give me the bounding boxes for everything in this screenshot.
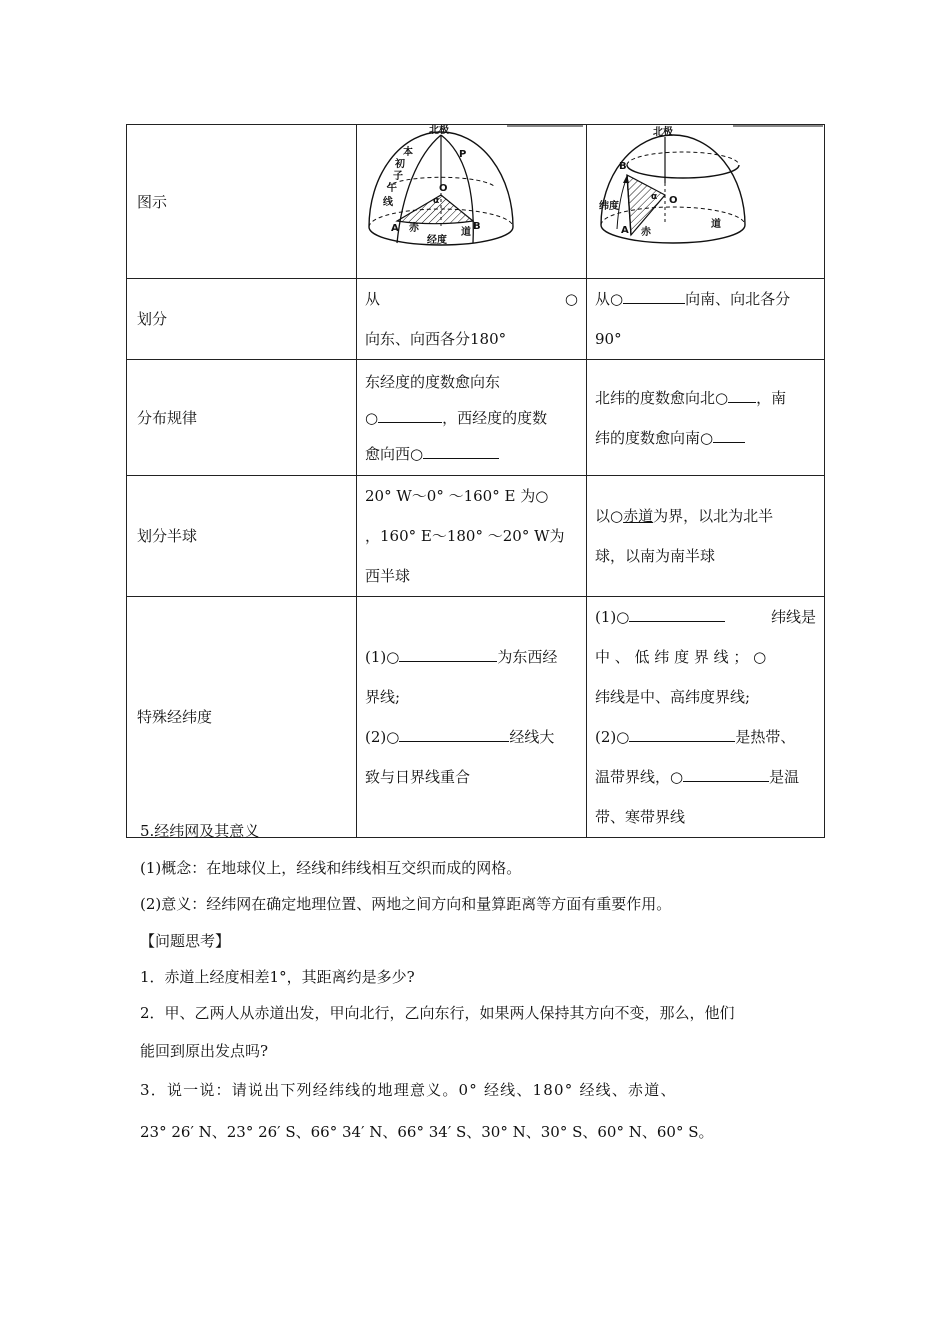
text: 西半球 (365, 567, 411, 585)
latitude-diagram-cell (587, 125, 825, 279)
blank[interactable] (629, 725, 735, 742)
text: (2)○ (365, 728, 400, 746)
section5-title: 5.经纬网及其意义 (140, 822, 260, 840)
text: 为东西经 (497, 648, 558, 666)
blank[interactable] (728, 386, 756, 403)
text: 是温 (769, 768, 800, 786)
question-3-line1: 3．说一说：请说出下列经纬线的地理意义。0° 经线、180° 经线、赤道、 (140, 1081, 677, 1099)
question-2-line2: 能回到原出发点吗? (140, 1042, 269, 1060)
text: 温带界线，○ (595, 768, 684, 786)
row-label-special: 特殊经纬度 (127, 597, 357, 838)
label-p: P (459, 149, 467, 160)
text: 从○ (595, 290, 624, 308)
text: 经线大 (509, 728, 555, 746)
label-dao: 道 (461, 227, 471, 238)
label-chi: 赤 (641, 227, 651, 238)
label-chu: 初 (395, 159, 405, 170)
text: (2)○ (595, 728, 630, 746)
longitude-pattern (357, 360, 587, 476)
underlined-answer: 赤道 (623, 507, 654, 525)
text: (1)○ (365, 648, 400, 666)
label-xian: 线 (383, 197, 393, 208)
blank[interactable] (713, 426, 745, 443)
text: 向南、向北各分 (685, 290, 791, 308)
text: 从 (365, 290, 381, 308)
text: ，160° E～180° ～20° W为 (365, 527, 565, 545)
label-b: B (619, 161, 627, 172)
latitude-pattern (587, 360, 825, 476)
label-o: O (669, 195, 678, 206)
label-dao: 道 (711, 219, 721, 230)
latitude-division (587, 279, 825, 360)
text: 以○ (595, 507, 624, 525)
latitude-diagram (587, 125, 825, 263)
section5-p1: (1)概念：在地球仪上，经线和纬线相互交织而成的网格。 (140, 859, 522, 877)
label-north-pole: 北极 (429, 125, 449, 136)
text: (1)○ (595, 608, 630, 626)
text: 东经度的度数愈向东 (365, 372, 501, 391)
blank[interactable] (423, 442, 499, 459)
text: 致与日界线重合 (365, 768, 471, 786)
blank[interactable] (378, 406, 442, 423)
label-a: A (391, 223, 399, 234)
label-alpha: α (651, 192, 658, 202)
longitude-special (357, 597, 587, 838)
text: ，南 (756, 388, 787, 407)
blank[interactable] (629, 605, 725, 622)
label-jingdu: 经度 (427, 235, 447, 246)
longitude-division (357, 279, 587, 360)
text: 纬的度数愈向南○ (595, 428, 714, 447)
text: ○ (564, 290, 578, 308)
text: 纬线是中、高纬度界线; (595, 688, 751, 706)
label-a: A (621, 225, 629, 236)
blank[interactable] (399, 645, 497, 662)
label-weidu: 纬度 (599, 201, 619, 212)
blank[interactable] (399, 725, 509, 742)
label-wu: 午 (387, 183, 397, 194)
label-b: B (473, 221, 481, 232)
label-alpha: α (433, 196, 440, 206)
lonlat-table (126, 124, 825, 838)
label-zi: 子 (393, 171, 403, 182)
latitude-hemisphere (587, 476, 825, 597)
text: 球，以南为南半球 (595, 547, 716, 565)
text: 愈向西○ (365, 444, 424, 463)
row-label-pattern: 分布规律 (127, 360, 357, 476)
text: ○ (365, 408, 379, 427)
text: 带、寒带界线 (595, 808, 686, 826)
text: 向东、向西各分180° (365, 330, 507, 348)
blank[interactable] (623, 287, 685, 304)
longitude-hemisphere (357, 476, 587, 597)
latitude-special (587, 597, 825, 838)
text: 北纬的度数愈向北○ (595, 388, 729, 407)
text: 纬线是 (770, 608, 816, 626)
text: 界线; (365, 688, 401, 706)
row-label-diagram: 图示 (127, 125, 357, 279)
question-1: 1．赤道上经度相差1°，其距离约是多少? (140, 968, 415, 986)
questions-heading: 【问题思考】 (140, 932, 231, 950)
label-o: O (439, 183, 448, 194)
text: 90° (595, 330, 622, 348)
label-chi: 赤 (409, 223, 419, 234)
longitude-diagram (357, 125, 587, 263)
text: 20° W～0° ～160° E 为○ (365, 487, 549, 505)
question-3-line2: 23° 26′ N、23° 26′ S、66° 34′ N、66° 34′ S、30° N、30° S、60° N、60° S。 (140, 1123, 714, 1141)
section5-p2: (2)意义：经纬网在确定地理位置、两地之间方向和量算距离等方面有重要作用。 (140, 895, 672, 913)
text: ，西经度的度数 (442, 408, 548, 427)
question-2-line1: 2．甲、乙两人从赤道出发，甲向北行，乙向东行，如果两人保持其方向不变，那么，他们 (140, 1004, 735, 1022)
blank[interactable] (683, 765, 769, 782)
text: 为界，以北为北半 (653, 507, 774, 525)
label-north-pole: 北极 (653, 127, 673, 138)
label-ben: 本 (403, 147, 413, 158)
row-label-division: 划分 (127, 279, 357, 360)
text: 中 、 低 纬 度 界 线 ； ○ (595, 648, 767, 666)
text: 是热带、 (735, 728, 796, 746)
longitude-diagram-cell (357, 125, 587, 279)
row-label-hemisphere: 划分半球 (127, 476, 357, 597)
